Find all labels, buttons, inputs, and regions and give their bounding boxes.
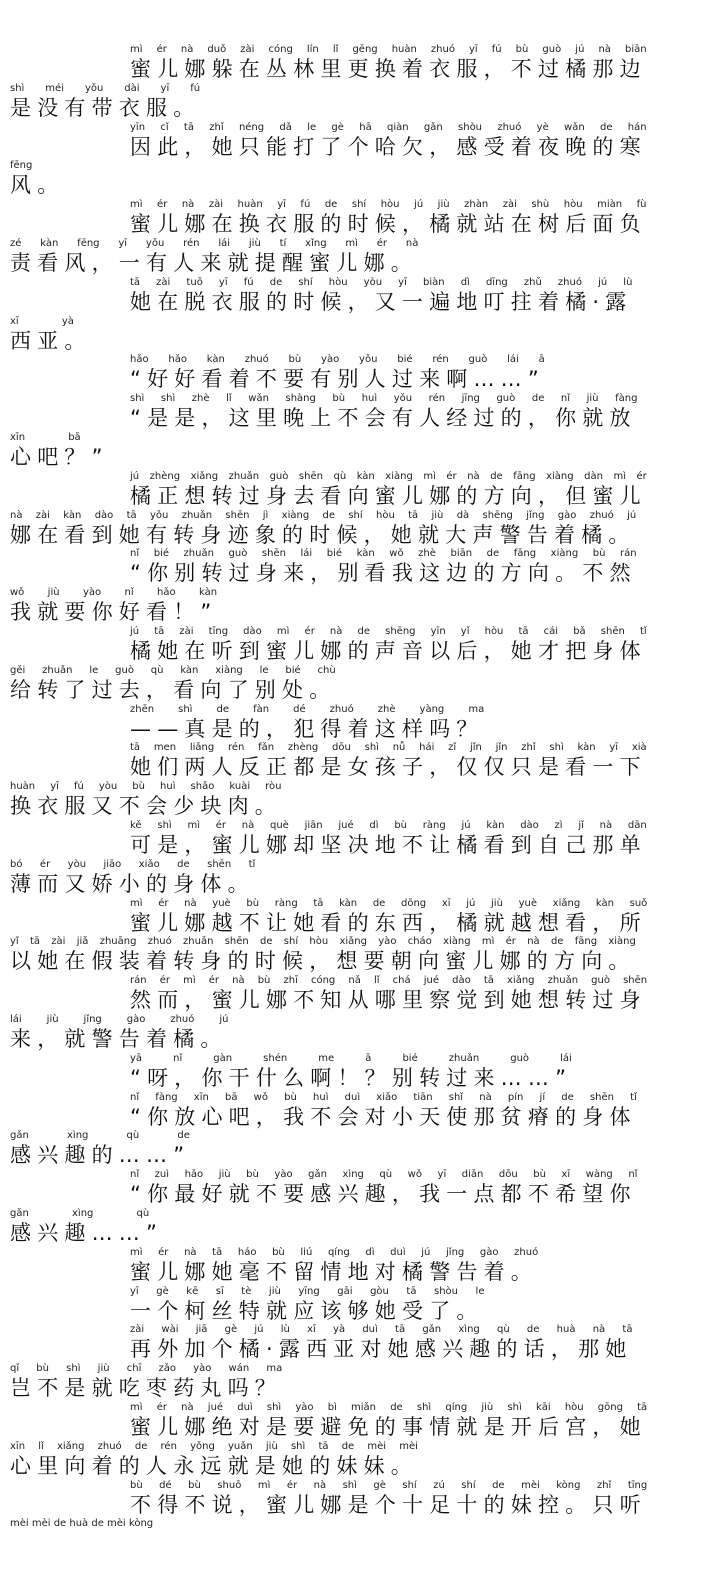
- pinyin-annotation: bó ér yòu jiāo xiǎo de shēn tǐ: [10, 858, 256, 870]
- pinyin-annotation: xīn lǐ xiǎng zhuó de rén yǒng yuǎn jiù shì tā de mèi mèi: [10, 1440, 418, 1452]
- pinyin-annotation: xī yà: [10, 315, 74, 327]
- pinyin-annotation: yǐ tā zài jiǎ zhuāng zhuó zhuǎn shēn de shí hòu xiǎng yào cháo xiàng mì ér nà de fāng xiàng: [10, 936, 636, 948]
- pinyin-annotation: mèi mèi de huà de mèi kòng: [10, 1518, 154, 1530]
- pinyin-annotation: tā zài tuō yī fú de shí hòu yòu yī biàn dì dīng zhǔ zhuó jú lù: [130, 276, 633, 288]
- pinyin-annotation: yīn cǐ tā zhǐ néng dǎ le gè hā qiàn gǎn shòu zhuó yè wǎn de hán: [130, 121, 647, 133]
- pinyin-annotation: jú tā zài tīng dào mì ér nà de shēng yīn yǐ hòu tā cái bǎ shēn tǐ: [130, 626, 647, 637]
- hanzi-text: 可是，蜜儿娜却坚决地不让橘看到自己那单: [130, 833, 647, 857]
- pinyin-annotation: mì ér nà tā háo bù liú qíng dì duì jú jǐng gào zhuó: [130, 1246, 539, 1258]
- hanzi-text: 蜜儿娜她毫不留情地对橘警告着。: [130, 1259, 538, 1284]
- hanzi-text: 是没有带衣服。: [10, 95, 201, 120]
- pinyin-annotation: huàn yī fú yòu bù huì shǎo kuài ròu: [10, 781, 282, 793]
- hanzi-text: 橘正想转过身去看向蜜儿娜的方向，但蜜儿: [130, 483, 647, 508]
- pinyin-annotation: zé kàn fēng yī yǒu rén lái jiù tí xǐng mì ér nà: [10, 238, 419, 249]
- hanzi-text: 西亚。: [10, 328, 92, 353]
- hanzi-text: 不得不说，蜜儿娜是个十足十的妹控。只听: [130, 1492, 647, 1517]
- hanzi-text: 蜜儿娜越不让她看的东西，橘就越想看，所: [130, 910, 647, 935]
- hanzi-text: 心吧？”: [10, 445, 109, 469]
- hanzi-text: 心里向着的人永远就是她的妹妹。: [10, 1453, 418, 1478]
- pinyin-annotation: wǒ jiù yào nǐ hǎo kàn: [10, 587, 218, 599]
- pinyin-annotation: fēng: [10, 160, 33, 172]
- hanzi-text: “你最好就不要感兴趣，我一点都不希望你: [130, 1182, 637, 1207]
- hanzi-text: 橘她在听到蜜儿娜的声音以后，她才把身体: [130, 639, 647, 663]
- pinyin-annotation: tā men liǎng rén fǎn zhèng dōu shì nǚ hái zǐ jǐn jǐn zhǐ shì kàn yī xià: [130, 742, 647, 754]
- hanzi-text: 一个柯丝特就应该够她受了。: [130, 1298, 484, 1323]
- hanzi-text: 风。: [10, 173, 65, 198]
- pinyin-annotation: nǐ fàng xīn bā wǒ bù huì duì xiǎo tiān shǐ nà pín jí de shēn tǐ: [130, 1091, 637, 1103]
- pinyin-annotation: xīn bā: [10, 432, 81, 443]
- pinyin-annotation: mì ér nà yuè bù ràng tā kàn de dōng xī jú jiù yuè xiǎng kàn suǒ: [130, 897, 648, 909]
- pinyin-annotation: yī gè kē sī tè jiù yīng gāi gòu tā shòu le: [130, 1285, 485, 1297]
- pinyin-annotation: gǎn xìng qù: [10, 1208, 150, 1219]
- pinyin-annotation: gěi zhuǎn le guò qù kàn xiàng le bié chù: [10, 664, 336, 676]
- hanzi-text: 来，就警告着橘。: [10, 1027, 228, 1051]
- hanzi-text: “是是，这里晚上不会有人经过的，你就放: [130, 406, 637, 431]
- hanzi-text: 岂不是就吃枣药丸吗？: [10, 1376, 282, 1401]
- pinyin-annotation: shì méi yǒu dài yī fú: [10, 82, 201, 94]
- pinyin-annotation: nà zài kàn dào tā yǒu zhuǎn shēn jì xiàng de shí hòu tā jiù dà shēng jǐng gào zhuó jú: [10, 509, 637, 521]
- hanzi-text: 责看风，一有人来就提醒蜜儿娜。: [10, 251, 418, 275]
- hanzi-text: “你放心吧，我不会对小天使那贫瘠的身体: [130, 1104, 637, 1129]
- hanzi-text: 感兴趣……”: [10, 1221, 164, 1245]
- pinyin-annotation: qǐ bù shì jiù chī zǎo yào wán ma: [10, 1363, 283, 1375]
- pinyin-annotation: rán ér mì ér nà bù zhī cóng nǎ lǐ chá jué dào tā xiǎng zhuǎn guò shēn: [130, 975, 648, 987]
- hanzi-text: 感兴趣的……”: [10, 1143, 191, 1168]
- hanzi-text: 蜜儿娜躲在丛林里更换着衣服，不过橘那边: [130, 57, 647, 81]
- pinyin-annotation: nǐ bié zhuǎn guò shēn lái bié kàn wǒ zhè biān de fāng xiàng bù rán: [130, 548, 637, 560]
- hanzi-text: 我就要你好看！”: [10, 600, 218, 625]
- pinyin-annotation: mì ér nà jué duì shì yào bì miǎn de shì qíng jiù shì kāi hòu gōng tā: [130, 1402, 648, 1413]
- hanzi-text: 娜在看到她有转身迹象的时候，她就大声警告着橘。: [10, 522, 636, 547]
- hanzi-text: 给转了过去，看向了别处。: [10, 677, 337, 702]
- hanzi-text: “你别转过身来，别看我这边的方向。不然: [130, 561, 637, 586]
- hanzi-text: 蜜儿娜绝对是要避免的事情就是开后宫，她: [130, 1415, 647, 1439]
- hanzi-text: 然而，蜜儿娜不知从哪里察觉到她想转过身: [130, 988, 647, 1013]
- hanzi-text: 她在脱衣服的时候，又一遍地叮拄着橘·露: [130, 289, 633, 314]
- pinyin-annotation: hǎo hǎo kàn zhuó bù yào yǒu bié rén guò lái ā: [130, 354, 545, 366]
- text-line: [10, 1518, 720, 1570]
- hanzi-text: “呀，你干什么啊！？别转过来……”: [130, 1065, 573, 1090]
- pinyin-annotation: gǎn xìng qù de: [10, 1130, 190, 1142]
- pinyin-annotation: lái jiù jǐng gào zhuó jú: [10, 1014, 229, 1025]
- pinyin-annotation: nǐ zuì hǎo jiù bù yào gǎn xìng qù wǒ yī diǎn dōu bù xī wàng nǐ: [130, 1169, 638, 1181]
- pinyin-annotation: mì ér nà duǒ zài cóng lín lǐ gēng huàn zhuó yī fú bù guò jú nà biān: [130, 44, 647, 55]
- hanzi-text: 她们两人反正都是女孩子，仅仅只是看一下: [130, 755, 647, 780]
- pinyin-annotation: kě shì mì ér nà què jiān jué dì bù ràng jú kàn dào zì jǐ nà dān: [130, 820, 647, 831]
- hanzi-text: ——真是的，犯得着这样吗？: [130, 716, 484, 741]
- hanzi-text: “好好看着不要有别人过来啊……”: [130, 367, 545, 392]
- pinyin-annotation: mì ér nà zài huàn yī fú de shí hòu jú jiù zhàn zài shù hòu miàn fù: [130, 199, 647, 211]
- pinyin-annotation: zài wài jiā gè jú lù xī yà duì tā gǎn xìng qù de huà nà tā: [130, 1324, 633, 1336]
- pinyin-annotation: yā nǐ gàn shén me ā bié zhuǎn guò lái: [130, 1052, 572, 1064]
- hanzi-text: 薄而又娇小的身体。: [10, 871, 255, 896]
- pinyin-annotation: shì shì zhè lǐ wǎn shàng bù huì yǒu rén jīng guò de nǐ jiù fàng: [130, 393, 638, 405]
- pinyin-annotation: zhēn shì de fàn dé zhuó zhè yàng ma: [130, 703, 485, 715]
- hanzi-text: 以她在假装着转身的时候，想要朝向蜜儿娜的方向。: [10, 949, 636, 974]
- pinyin-annotation: bù dé bù shuō mì ér nà shì gè shí zú shí de mèi kòng zhǐ tīng: [130, 1479, 648, 1491]
- hanzi-text: 因此，她只能打了个哈欠，感受着夜晚的寒: [130, 134, 647, 159]
- hanzi-text: 再外加个橘·露西亚对她感兴趣的话，那她: [130, 1337, 633, 1362]
- hanzi-text: 换衣服又不会少块肉。: [10, 794, 282, 819]
- pinyin-annotation: jú zhèng xiǎng zhuǎn guò shēn qù kàn xiàng mì ér nà de fāng xiàng dàn mì ér: [130, 470, 647, 482]
- hanzi-text: 蜜儿娜在换衣服的时候，橘就站在树后面负: [130, 212, 647, 237]
